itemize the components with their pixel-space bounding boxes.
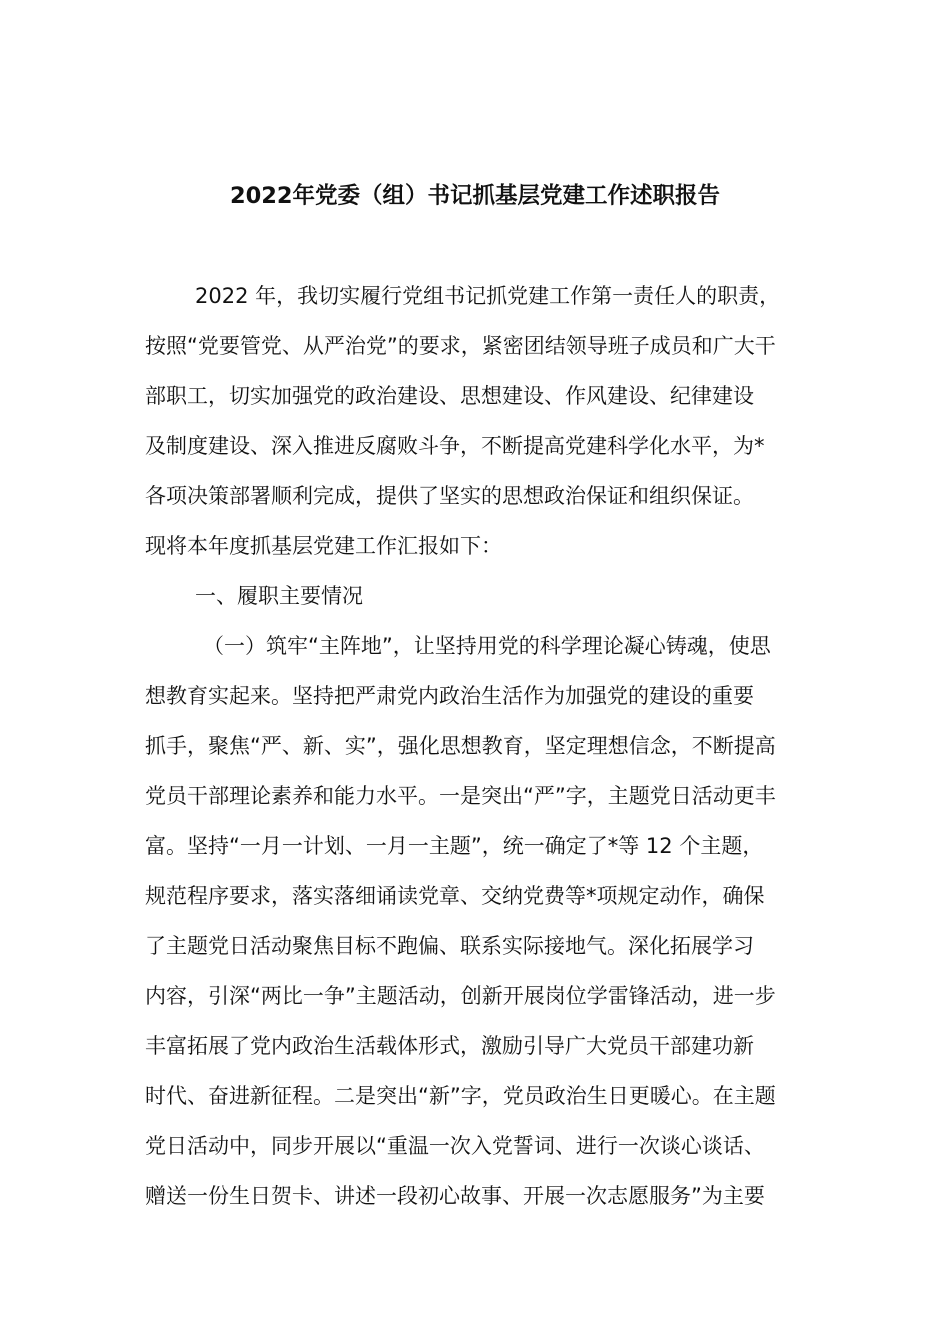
paragraph-line: 部职工，切实加强党的政治建设、思想建设、作风建设、纪律建设	[145, 384, 754, 408]
paragraph-line: 按照“党要管党、从严治党”的要求，紧密团结领导班子成员和广大干	[145, 334, 776, 358]
paragraph-line: 2022 年，我切实履行党组书记抓党建工作第一责任人的职责，	[195, 284, 781, 308]
paragraph-line: 党日活动中，同步开展以“重温一次入党誓词、进行一次谈心谈话、	[145, 1134, 765, 1158]
paragraph-line: 抓手，聚焦“严、新、实”，强化思想教育，坚定理想信念，不断提高	[145, 734, 776, 758]
paragraph-line: 了主题党日活动聚焦目标不跑偏、联系实际接地气。深化拓展学习	[145, 934, 754, 958]
paragraph-line: 想教育实起来。坚持把严肃党内政治生活作为加强党的建设的重要	[145, 684, 754, 708]
paragraph-line: 现将本年度抓基层党建工作汇报如下：	[145, 534, 502, 558]
paragraph-line: 丰富拓展了党内政治生活载体形式，激励引导广大党员干部建功新	[145, 1034, 754, 1058]
paragraph-line: 规范程序要求，落实落细诵读党章、交纳党费等*项规定动作，确保	[145, 884, 765, 908]
paragraph-line: 时代、奋进新征程。二是突出“新”字，党员政治生日更暖心。在主题	[145, 1084, 776, 1108]
document-title: 2022年党委（组）书记抓基层党建工作述职报告	[229, 183, 721, 209]
paragraph-line: 赠送一份生日贺卡、讲述一段初心故事、开展一次志愿服务”为主要	[145, 1184, 765, 1208]
paragraph-line: 内容，引深“两比一争”主题活动，创新开展岗位学雷锋活动，进一步	[145, 984, 776, 1008]
paragraph-line: 各项决策部署顺利完成，提供了坚实的思想政治保证和组织保证。	[145, 484, 754, 508]
section-heading: 一、履职主要情况	[195, 584, 363, 608]
document-body	[145, 276, 845, 1226]
paragraph-line: 富。坚持“一月一计划、一月一主题”，统一确定了*等 12 个主题，	[145, 834, 764, 858]
paragraph-line: 党员干部理论素养和能力水平。一是突出“严”字，主题党日活动更丰	[145, 784, 776, 808]
paragraph-line: 及制度建设、深入推进反腐败斗争，不断提高党建科学化水平，为*	[145, 434, 765, 458]
paragraph-line: （一）筑牢“主阵地”，让坚持用党的科学理论凝心铸魂，使思	[203, 634, 771, 658]
